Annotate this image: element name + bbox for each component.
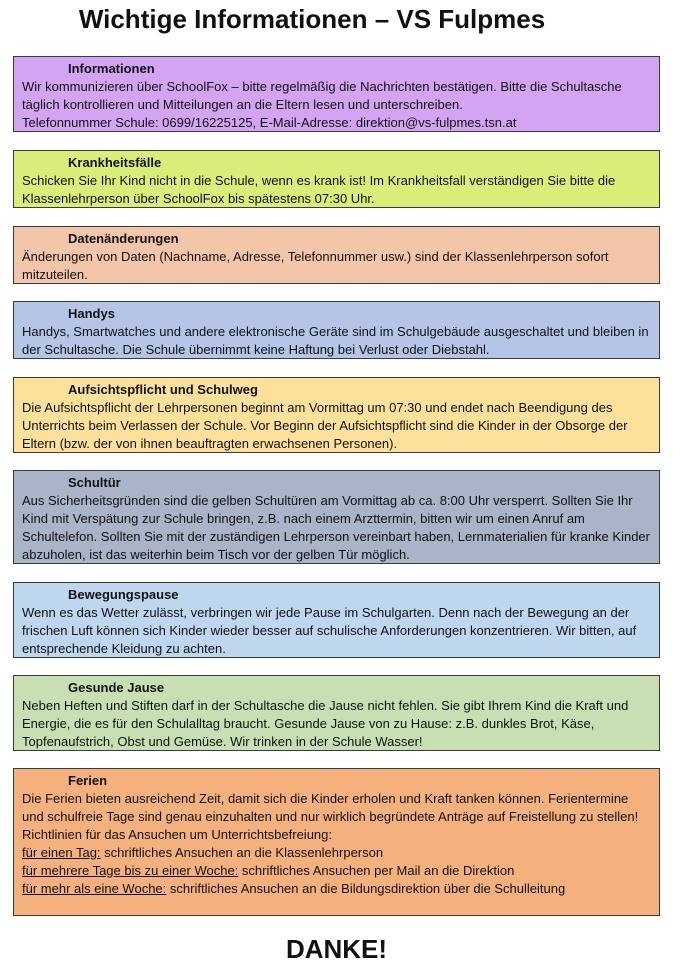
rule-text: schriftliches Ansuchen per Mail an die Direktion	[238, 863, 515, 878]
section-heading: Krankheitsfälle	[68, 155, 162, 170]
rule-item	[22, 880, 651, 898]
section-text: Neben Heften und Stiften darf in der Schultasche die Jause nicht fehlen. Sie gibt Ihrem Kind die Kraft und Energie, die es für den Schulalltag braucht. Gesunde Jause von zu Hause: z.B. dunkles Brot, Käse, Topfenaufstrich, Obst und Gemüse. Wir trinken in der Schule Wasser!	[22, 698, 629, 749]
section-text: Änderungen von Daten (Nachname, Adresse, Telefonnummer usw.) sind der Klassenlehrperson sofort mitzuteilen.	[22, 249, 609, 282]
rule-label: für einen Tag:	[22, 845, 101, 860]
page-title: Wichtige Informationen – VS Fulpmes	[78, 4, 546, 34]
section-text: Die Ferien bieten ausreichend Zeit, damit sich die Kinder erholen und Kraft tanken können. Ferientermine und schulfreie Tage sind genau einzuhalten und nur wirklich begründete Anträge auf Freistellung zu stellen!	[22, 791, 639, 824]
rule-label: für mehrere Tage bis zu einer Woche:	[22, 863, 239, 878]
footer-thanks: DANKE!	[285, 934, 388, 964]
section-heading: Bewegungspause	[68, 587, 179, 602]
section-text: Wir kommunizieren über SchoolFox – bitte regelmäßig die Nachrichten bestätigen. Bitte die Schultasche täglich kontrollieren und Mitteilungen an die Eltern lesen und unterschreiben.	[22, 79, 622, 112]
rule-text: schriftliches Ansuchen an die Bildungsdirektion über die Schulleitung	[166, 881, 566, 896]
section-schultuer	[13, 470, 660, 564]
section-text: Aus Sicherheitsgründen sind die gelben Schultüren am Vormittag ab ca. 8:00 Uhr versperrt. Sollten Sie Ihr Kind mit Verspätung zur Schule bringen, z.B. nach einem Arzttermin, bitten wir um einen Anruf am Schultelefon. Sollten Sie mit der zuständigen Lehrperson vereinbart haben, Lernmaterialien für kranke Kinder abzuholen, ist das weiterhin beim Tisch vor der gelben Tür möglich.	[22, 493, 650, 562]
section-aufsichtspflicht	[13, 377, 660, 453]
rule-label: für mehr als eine Woche:	[22, 881, 167, 896]
section-text: Schicken Sie Ihr Kind nicht in die Schule, wenn es krank ist! Im Krankheitsfall verständigen Sie bitte die Klassenlehrperson über SchoolFox bis spätestens 07:30 Uhr.	[22, 173, 616, 206]
section-heading: Datenänderungen	[68, 231, 179, 246]
section-text: Handys, Smartwatches und andere elektronische Geräte sind im Schulgebäude ausgeschaltet und bleiben in der Schultasche. Die Schule übernimmt keine Haftung bei Verlust oder Diebstahl.	[22, 324, 649, 357]
rule-item	[22, 862, 651, 880]
section-text: Wenn es das Wetter zulässt, verbringen wir jede Pause im Schulgarten. Denn nach der Bewegung an der frischen Luft können sich Kinder wieder besser auf schulische Anforderungen konzentrieren. Wir bitten, auf entsprechende Kleidung zu achten.	[22, 605, 637, 656]
rule-item	[22, 844, 651, 862]
section-informationen	[13, 56, 660, 132]
section-gesunde-jause	[13, 675, 660, 751]
section-handys	[13, 301, 660, 359]
section-ferien	[13, 768, 660, 916]
section-heading: Handys	[68, 306, 115, 321]
section-bewegungspause	[13, 582, 660, 658]
section-heading: Aufsichtspflicht und Schulweg	[68, 382, 258, 397]
section-heading: Schultür	[68, 475, 121, 490]
section-text: Die Aufsichtspflicht der Lehrpersonen beginnt am Vormittag um 07:30 und endet nach Beendigung des Unterrichts beim Verlassen der Schule. Vor Beginn der Aufsichtspflicht sind die Kinder in der Obsorge der Eltern (bzw. der von ihnen beauftragten erwachsenen Personen).	[22, 400, 628, 451]
section-guidelines: Richtlinien für das Ansuchen um Unterrichtsbefreiung:	[22, 827, 332, 842]
section-datenaenderungen	[13, 226, 660, 284]
section-heading: Gesunde Jause	[68, 680, 165, 695]
section-krankheitsfaelle	[13, 150, 660, 208]
section-contact: Telefonnummer Schule: 0699/16225125, E-Mail-Adresse: direktion@vs-fulpmes.tsn.at	[22, 115, 517, 130]
section-heading: Ferien	[68, 773, 108, 788]
section-heading: Informationen	[68, 61, 155, 76]
rule-text: schriftliches Ansuchen an die Klassenlehrperson	[100, 845, 384, 860]
